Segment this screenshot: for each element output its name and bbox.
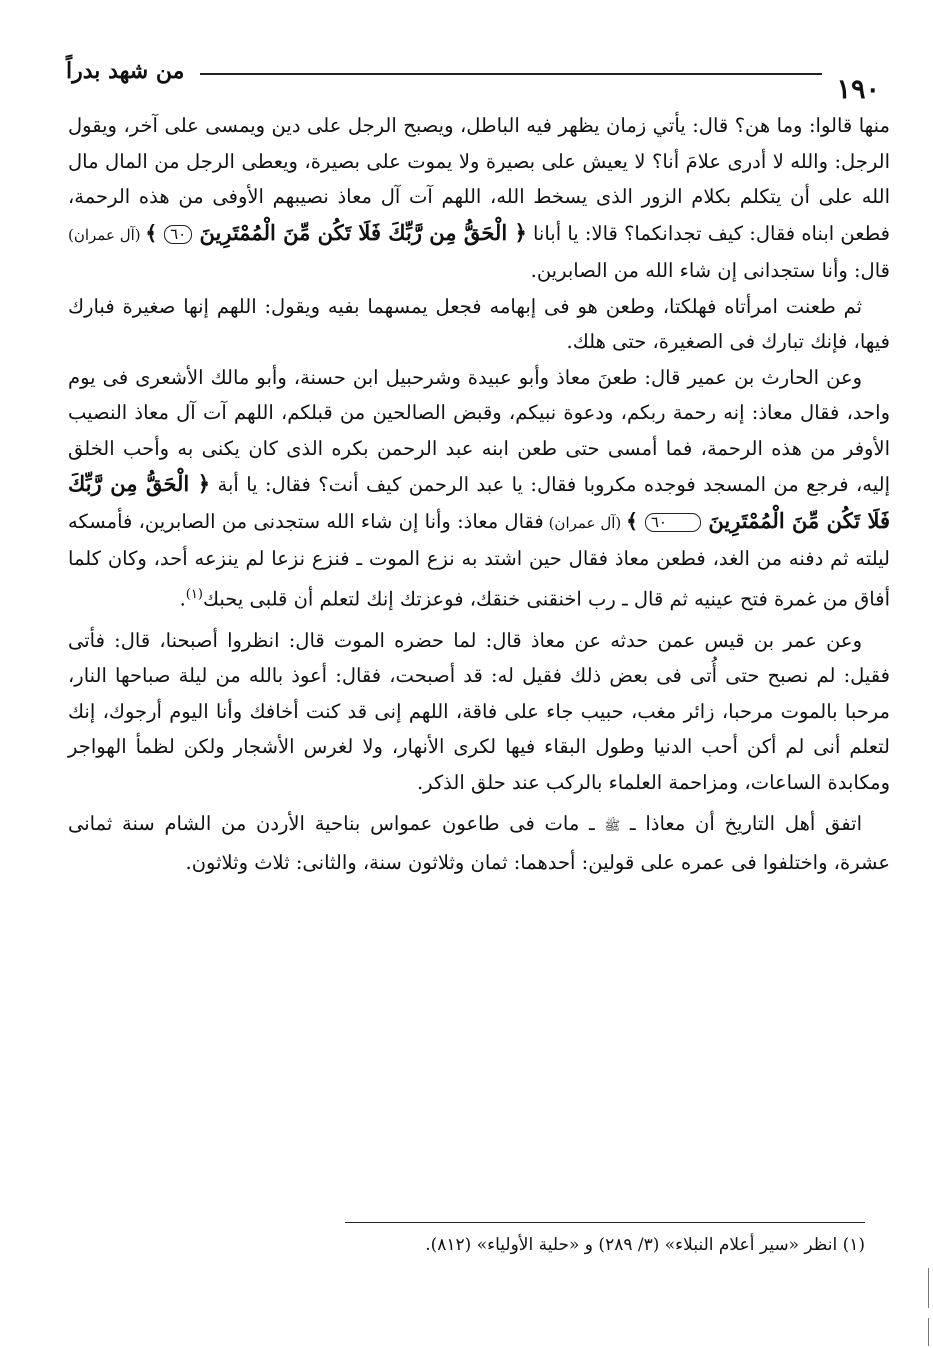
page-header: [60, 52, 880, 105]
paragraph-3-end: .: [179, 587, 186, 610]
running-title: من شهد بدراً: [66, 58, 185, 84]
paragraph-1-text-a: منها قالوا: وما هن؟ قال: يأتي زمان يظهر فيه الباطل، ويصبح الرجل على دين ويمسى على آخر، ويقول الرجل: والله لا أدرى علامَ أنا؟ لا يعيش على بصيرة ولا يموت على بصيرة، ويعطى الرجل من المال مال الله على أن يتكلم بكلام الزور الذى يسخط الله، اللهم آت آل معاذ نصيبهم الأوفى من هذه الرحمة، فطعن ابناه فقال: كيف تجدانكما؟ قالا: يا أبانا: [68, 114, 890, 245]
scan-edge-mark: [928, 1318, 929, 1346]
paragraph-1: [68, 108, 890, 289]
scan-edge-mark: [928, 1268, 929, 1308]
ayah-number: ٦٠: [645, 513, 701, 532]
paragraph-5-text-a: اتفق أهل التاريخ أن معاذا ـ: [620, 812, 862, 835]
paragraph-1-text-b: قال: وأنا ستجدانى إن شاء الله من الصابرين.: [530, 259, 890, 282]
paragraph-3-text-a: وعن الحارث بن عمير قال: طعنَ معاذ وأبو عبيدة وشرحبيل ابن حسنة، وأبو مالك الأشعرى فى يوم واحد، فقال معاذ: إنه رحمة ربكم، ودعوة نبيكم، وقبض الصالحين من قبلكم، اللهم آت آل معاذ النصيب الأوفر من هذه الرحمة، فما أمسى حتى طعن ابنه عبد الرحمن بكره الذى كان يكنى به وأحب الخلق إليه، فرجع من المسجد فوجده مكروبا فقال: يا عبد الرحمن كيف أنت؟ فقال: يا أبة: [68, 365, 890, 496]
paragraph-3: [68, 360, 890, 617]
quran-verse: ﴿ الْحَقُّ مِن رَّبِّكَ فَلَا تَكُن مِّنَ الْمُمْتَرِينَ: [192, 219, 527, 245]
footnote-marker[interactable]: (١): [185, 586, 203, 602]
footnote: (١) انظر «سير أعلام النبلاء» (٣/ ٢٨٩) و «حلية الأولياء» (٨١٢).: [425, 1235, 865, 1255]
surah-reference: (آل عمران): [68, 225, 146, 244]
paragraph-4: وعن عمر بن قيس عمن حدثه عن معاذ قال: لما حضره الموت قال: انظروا أصبحنا، قال: فأتى فقيل: لم نصبح حتى أُتى فى بعض ذلك فقيل له: قد أصبحت، فقال: أعوذ بالله من ليلة صباحها النار، مرحبا بالموت مرحبا، زائر مغب، حبيب جاء على فاقة، اللهم إنى قد كنت أخافك وأنا اليوم أرجوك، إنك لتعلم أنى لم أكن أحب الدنيا وطول البقاء فيها لكرى الأنهار، ولا لغرس الأشجار ولكن لظمأ الهواجر ومكابدة الساعات، ومزاحمة العلماء بالركب عند حلق الذكر.: [68, 628, 890, 794]
surah-reference: (آل عمران): [543, 513, 627, 532]
quran-verse: ﴿ الْحَقُّ مِن رَّبِّكَ فَلَا تَكُن مِّنَ الْمُمْتَرِينَ: [68, 471, 891, 533]
ayah-number: ٦٠: [164, 225, 192, 244]
paragraph-5-text-b: ـ مات فى طاعون عمواس بناحية الأردن من الشام سنة ثمانى عشرة، واختلفوا فى عمره على قولين: أحدهما: ثمان وثلاثون سنة، والثانى: ثلاث وثلاثون.: [68, 812, 890, 874]
paragraph-3-text-b: فقال معاذ: وأنا إن شاء الله ستجدنى من الصابرين، فأمسكه ليلته ثم دفنه من الغد، فطعن معاذ فقال حين اشتد به نزع الموت ـ فنزع نزعا لم ينزعه أحد، وكان كلما أفاق من غمرة فتح عينيه ثم قال ـ رب اخنقنى خنقك، فوعزتك إنك لتعلم أن قلبى يحبك: [68, 509, 890, 610]
honorific-glyph: ﷺ: [604, 819, 621, 834]
page-number: ١٩٠: [836, 74, 880, 105]
paragraph-5: [68, 806, 890, 880]
paragraph-2: ثم طعنت امرأتاه فهلكتا، وطعن هو فى إبهامه فجعل يمسهما بفيه ويقول: اللهم إنها صغيرة فبارك فيها، فإنك تبارك فى الصغيرة، حتى هلك.: [68, 294, 890, 353]
quran-close-bracket: ﴾: [145, 220, 165, 245]
quran-close-bracket: ﴾: [626, 508, 645, 533]
footnote-rule: [345, 1222, 865, 1223]
main-text: [68, 108, 890, 880]
header-rule: [200, 73, 822, 75]
